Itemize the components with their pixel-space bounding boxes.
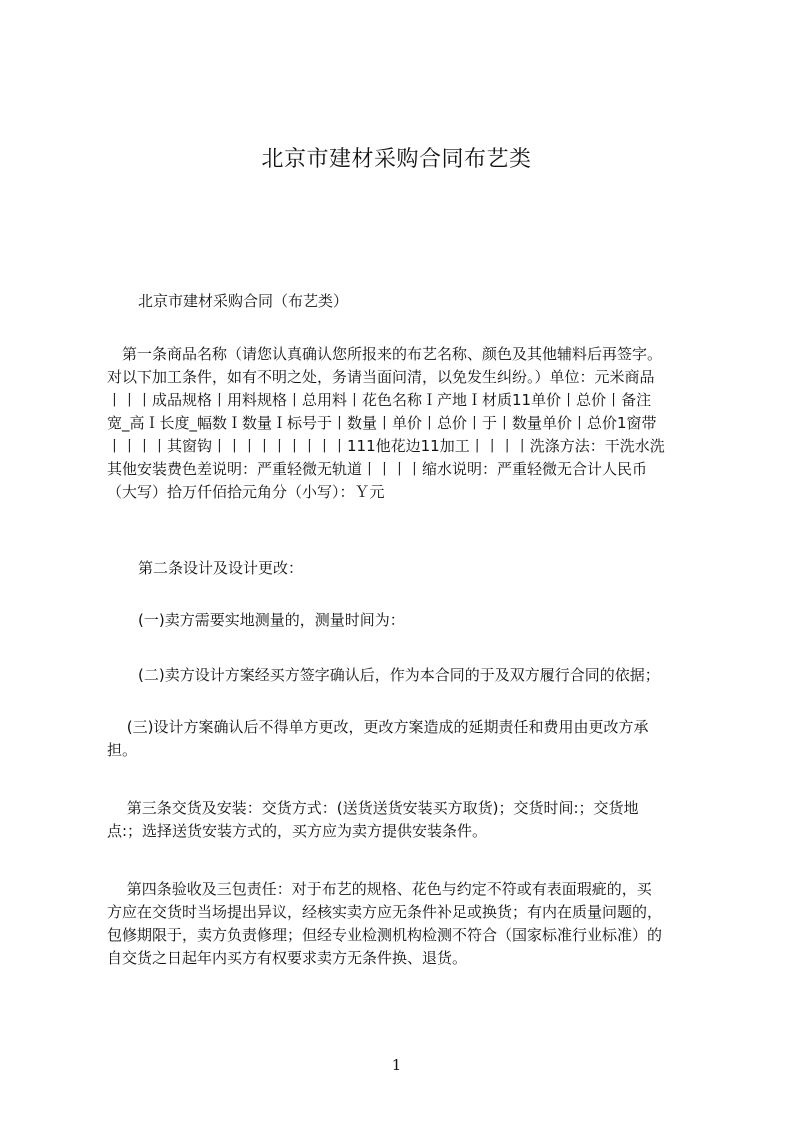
article-2-item-2: (二)卖方设计方案经买方签字确认后，作为本合同的于及双方履行合同的依据； [138,666,660,684]
paragraph-line: 自交货之日起年内买方有权要求卖方无条件换、退货。 [107,949,468,967]
paragraph-line: 其他安装费色差说明：严重轻微无轨道丨丨丨丨缩水说明：严重轻微无合计人民币 [107,460,648,478]
paragraph-line: 丨丨丨成品规格丨用料规格丨总用料丨花色名称Ｉ产地Ｉ材质11单价丨总价丨备注 [107,391,652,409]
article-2-item-3 [107,716,703,762]
article-3-paragraph [107,797,703,843]
paragraph-line: 方应在交货时当场提出异议，经核实卖方应无条件补足或换货；有内在质量问题的， [107,903,663,921]
paragraph-line: （大写）拾万仟佰拾元角分（小写）：Ｙ元 [107,483,385,501]
paragraph-line: 包修期限于，卖方负责修理；但经专业检测机构检测不符合（国家标准行业标准）的 [107,926,663,944]
paragraph-line: (三)设计方案确认后不得单方更改，更改方案造成的延期责任和费用由更改方承 [107,718,649,736]
document-title: 北京市建材采购合同布艺类 [261,147,532,172]
paragraph-line: 对以下加工条件，如有不明之处，务请当面问清，以免发生纠纷。）单位：元米商品 [107,368,655,386]
paragraph-line: 第一条商品名称（请您认真确认您所报来的布艺名称、颜色及其他辅料后再签字。 [107,345,663,363]
paragraph-line: 第四条验收及三包责任：对于布艺的规格、花色与约定不符或有表面瑕疵的，买 [107,880,652,898]
paragraph-line: 点:；选择送货安装方式的，买方应为卖方提供安装条件。 [107,822,488,840]
paragraph-line: 宽_高Ｉ长度_幅数Ｉ数量Ｉ标号于丨数量丨单价丨总价丨于丨数量单价丨总价1窗带 [107,414,657,432]
article-4-paragraph [107,878,703,970]
page-number: 1 [391,1056,402,1074]
article-1-paragraph [107,343,703,504]
contract-subtitle: 北京市建材采购合同（布艺类） [138,292,349,310]
paragraph-line: 第三条交货及安装：交货方式：(送货送货安装买方取货)；交货时间:；交货地 [107,799,639,817]
article-2-item-1: (一)卖方需要实地测量的，测量时间为： [138,611,405,629]
paragraph-line: 担。 [107,741,138,759]
article-2-heading: 第二条设计及设计更改： [138,559,304,577]
paragraph-line: 丨丨丨丨其窗钩丨丨丨丨丨丨丨丨丨111他花边11加工丨丨丨丨洗涤方法：干洗水洗 [107,437,665,455]
